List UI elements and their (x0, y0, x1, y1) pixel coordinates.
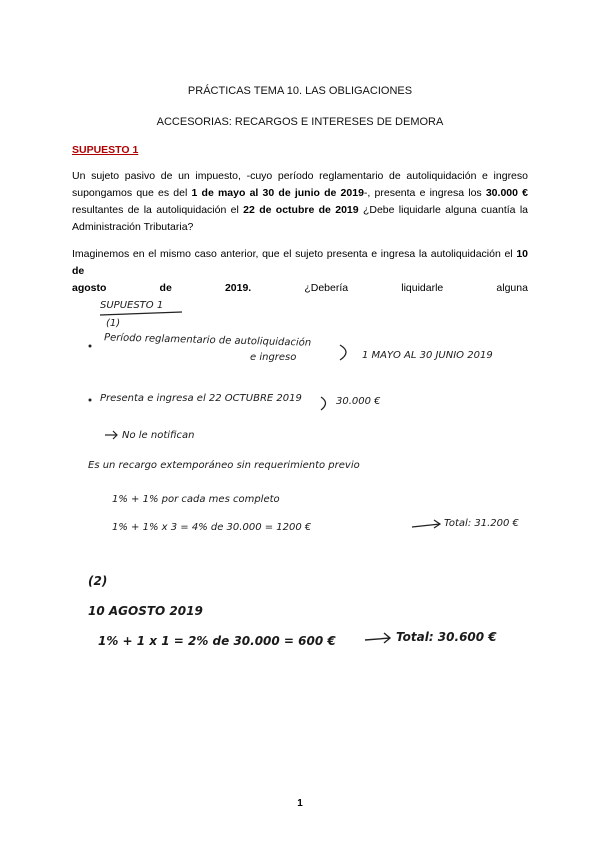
handwritten-period-label-2: e ingreso (250, 352, 297, 363)
text-run: resultantes de la autoliquidación el (72, 204, 244, 216)
date-bold: 22 de octubre de 2019 (243, 204, 359, 216)
word-bold: 2019. (224, 282, 252, 294)
handwritten-formula: 1% + 1% por cada mes completo (112, 494, 280, 505)
handwritten-calculation-1: 1% + 1% x 3 = 4% de 30.000 = 1200 € (112, 522, 312, 533)
document-title-line2: ACCESORIAS: RECARGOS E INTERESES DE DEMORA (156, 116, 444, 128)
word-bold: agosto (72, 282, 107, 294)
handwritten-amount: 30.000 € (336, 396, 381, 407)
paragraph-line: Administración Tributaria? (72, 221, 194, 233)
document-title-line1: PRÁCTICAS TEMA 10. LAS OBLIGACIONES (187, 85, 413, 97)
word: ¿Debería (304, 282, 349, 294)
date-bold: 10 de (72, 248, 528, 277)
handwritten-presenta: Presenta e ingresa el 22 OCTUBRE 2019 (100, 393, 302, 404)
handwritten-no-notification: No le notifican (122, 430, 195, 441)
word: liquidarle (401, 282, 444, 294)
handwritten-date-2: 10 AGOSTO 2019 (88, 604, 203, 618)
handwritten-total-1: Total: 31.200 € (444, 518, 519, 529)
text-run: supongamos que es del (72, 187, 192, 199)
handwritten-period-label: Período reglamentario de autoliquidación (103, 332, 312, 349)
word: alguna (496, 282, 528, 294)
handwritten-calculation-2: 1% + 1 x 1 = 2% de 30.000 = 600 € (98, 634, 336, 648)
text-run: Imaginemos en el mismo caso anterior, que el sujeto presenta e ingresa la autoliquidación el (72, 248, 517, 260)
handwritten-period-value: 1 MAYO AL 30 JUNIO 2019 (362, 350, 493, 361)
text-run: -, presenta e ingresa los (363, 187, 486, 199)
handwritten-total-2: Total: 30.600 € (396, 630, 497, 644)
text-run: ¿Debe liquidarle alguna cuantía la (358, 204, 529, 216)
page-number: 1 (297, 798, 303, 809)
amount-bold: 30.000 € (485, 187, 528, 199)
handwritten-heading: SUPUESTO 1 (100, 300, 164, 311)
handwritten-part-1: (1) (106, 318, 121, 329)
handwritten-part-2: (2) (88, 574, 108, 588)
date-range-bold: 1 de mayo al 30 de junio de 2019 (191, 187, 364, 199)
paragraph-line: Un sujeto pasivo de un impuesto, -cuyo período reglamentario de autoliquidación e ingreso (72, 170, 528, 182)
handwritten-recargo-type: Es un recargo extemporáneo sin requerimiento previo (88, 460, 360, 471)
section-heading: SUPUESTO 1 (72, 144, 139, 156)
word-bold: de (159, 282, 172, 294)
